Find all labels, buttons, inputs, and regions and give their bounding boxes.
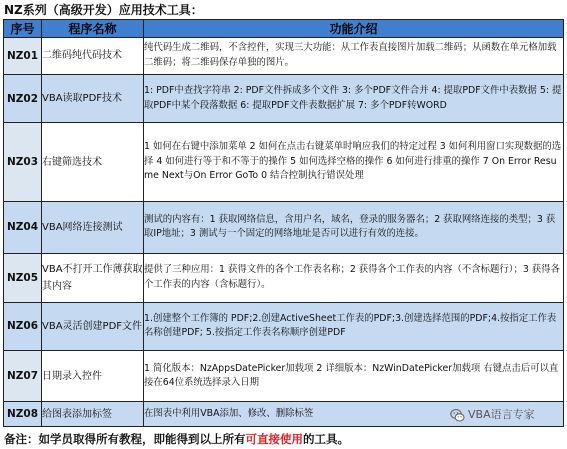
header-program-name: 程序名称 — [42, 20, 144, 38]
table-row — [4, 74, 564, 122]
table-row — [4, 38, 564, 75]
row-number: NZ07 — [4, 351, 42, 402]
table-row — [4, 123, 564, 202]
row-description: 1.创建整个工作簿的 PDF;2.创建ActiveSheet工作表的PDF;3.创建选择范围的PDF;4.按指定工作表名称创建PDF; 5.按指定工作表名称顺序创建PDF — [144, 302, 564, 350]
watermark-text: VBA语言专家 — [468, 408, 535, 421]
row-program-name: VBA不打开工作薄获取其内容 — [42, 253, 144, 302]
row-description: 1 简化版本：NzAppsDatePicker加载项 2 详细版本：NzWinDatePicker加载项 右键点击后可以直接在64位系统选择录入日期 — [144, 351, 564, 402]
row-description: 在图表中利用VBA添加、修改、删除标签 — [144, 402, 564, 427]
footer-highlight: 可直接使用 — [245, 432, 303, 446]
row-description: 纯代码生成二维码，不含控件，实现三大功能：从工作表直接图片加载二维码；从函数在单元格加载二维码；将二维码保存单独的图片。 — [144, 38, 564, 75]
row-number: NZ04 — [4, 202, 42, 253]
row-number: NZ06 — [4, 302, 42, 350]
row-number: NZ03 — [4, 123, 42, 202]
row-description: 提供了三种应用：1 获得文件的各个工作表名称；2 获得各个工作表的内容（不含标题行）；3 获得各个工作表的内容（含标题行）。 — [144, 253, 564, 302]
row-description: 测试的内容有：1 获取网络信息，含用户名，域名，登录的服务器名；2 获取网络连接的类型；3 获取IP地址；3 测试与一个固定的网络地址是否可以进行有效的连接。 — [144, 202, 564, 253]
row-program-name: 右键筛选技术 — [42, 123, 144, 202]
table-row — [4, 202, 564, 253]
table-row — [4, 351, 564, 402]
footer-suffix: 的工具。 — [303, 432, 349, 446]
row-program-name: VBA灵活创建PDF文件 — [42, 302, 144, 350]
row-number: NZ02 — [4, 74, 42, 122]
row-program-name: VBA网络连接测试 — [42, 202, 144, 253]
watermark — [450, 406, 535, 424]
row-number: NZ08 — [4, 402, 42, 427]
footer-prefix: 备注：如学员取得所有教程，即能得到以上所有 — [4, 432, 246, 446]
wechat-logo-icon — [450, 408, 465, 423]
table-header-row — [4, 20, 564, 38]
row-number: NZ05 — [4, 253, 42, 302]
table-row — [4, 302, 564, 350]
page-title: NZ系列（高级开发）应用技术工具： — [4, 3, 203, 17]
header-number: 序号 — [4, 20, 42, 38]
footer-note — [4, 431, 349, 447]
row-description: 1: PDF中查找字符串 2: PDF文件拆成多个文件 3: 多个PDF文件合并 4: 提取PDF文件中表数据 5: 提取PDF中某个段落数据 6: 提取PDF文件表数据扩展 7: 多个PDF转WORD — [144, 74, 564, 122]
row-program-name: 给图表添加标签 — [42, 402, 144, 427]
row-description: 1 如何在右键中添加菜单 2 如何在点击右键菜单时响应我们的特定过程 3 如何利用窗口实现数据的选择 4 如何进行等于和不等于的操作 5 如何选择空格的操作 6 如何进行排重的操作 7 On Error Resume Next与On Error GoTo 0 结合控制执行错误处理 — [144, 123, 564, 202]
row-program-name: 日期录入控件 — [42, 351, 144, 402]
row-program-name: VBA读取PDF技术 — [42, 74, 144, 122]
row-number: NZ01 — [4, 38, 42, 75]
tools-table — [3, 19, 564, 427]
row-program-name: 二维码纯代码技术 — [42, 38, 144, 75]
header-description: 功能介绍 — [144, 20, 564, 38]
table-row — [4, 253, 564, 302]
